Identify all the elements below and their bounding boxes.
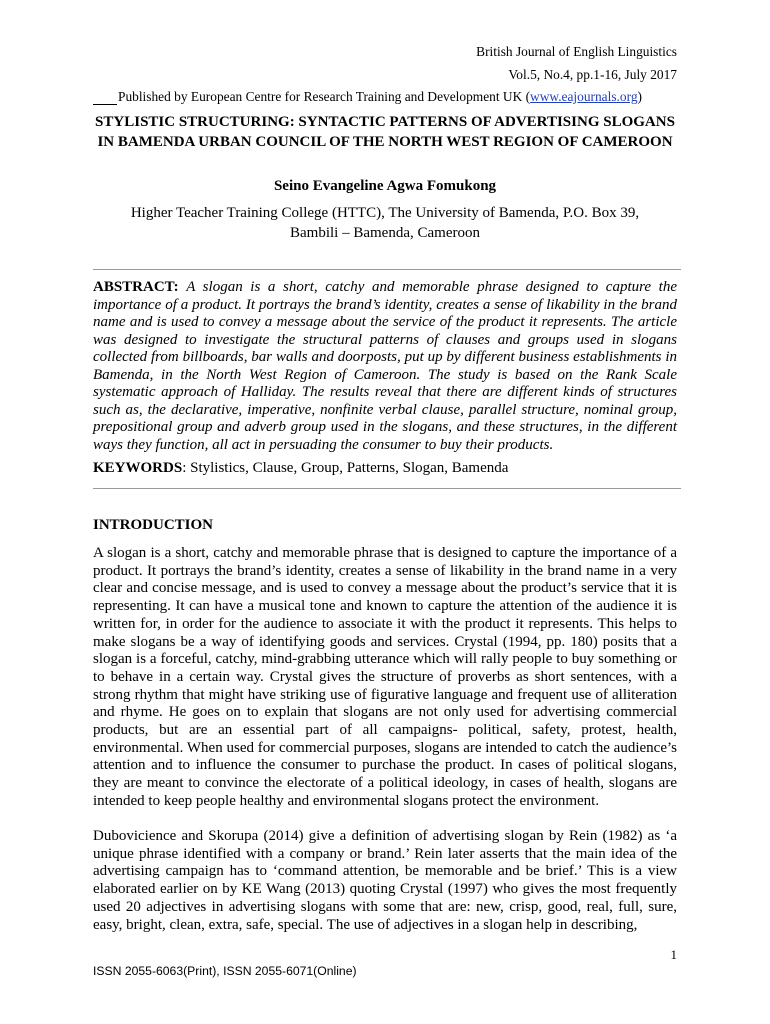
author-name: Seino Evangeline Agwa Fomukong — [273, 178, 497, 194]
keywords-label: KEYWORDS — [93, 460, 183, 476]
introduction-paragraph-1: A slogan is a short, catchy and memorable phrase that is designed to capture the importance of a product. It portrays the brand’s identity, creates a sense of likability in the brand name in a very clear and concise message, and is used to convey a message about the product’s service that it is representing. It can have a musical tone and known to capture the attention of the audience it is written for, in order for the audience to associate it with the product it represents. This helps to make slogans be a way of identifying goods and services. Crystal (1994, pp. 180) posits that a slogan is a forceful, catchy, mind-grabbing utterance which will rally people to buy something or to behave in a certain way. Crystal gives the structure of proverbs as short sentences, with a strong rhythm that might have striking use of figurative language and frequent use of alliteration and rhyme. He goes on to explain that slogans are not only used for advertising commercial products, but are an essential part of all campaigns- political, safety, protest, health, environmental. When used for commercial purposes, slogans are intended to catch the audience’s attention and to influence the consumer to purchase the product. In cases of political slogans, they are meant to convince the electorate of a political ideology, in cases of health, slogans are intended to keep people healthy and environmental slogans protect the environment. — [93, 545, 677, 809]
keywords-text: : Stylistics, Clause, Group, Patterns, Slogan, Bamenda — [182, 460, 509, 476]
abstract — [93, 279, 677, 454]
issn-footer: ISSN 2055-6063(Print), ISSN 2055-6071(Online) — [93, 964, 357, 978]
publisher-prefix: Published by European Centre for Research Training and Development UK ( — [118, 89, 531, 104]
page-number: 1 — [670, 947, 677, 962]
volume-info: Vol.5, No.4, pp.1-16, July 2017 — [508, 67, 677, 82]
introduction-paragraph-2: Dubovicience and Skorupa (2014) give a definition of advertising slogan by Rein (1982) as ‘a unique phrase identified with a company or brand.’ Rein later asserts that the main idea of the advertising campaign has to ‘command attention, be memorable and be brief.’ This is a view elaborated earlier on by KE Wang (2013) quoting Crystal (1997) who gives the most frequently used 20 adjectives in advertising slogans with some that are: new, crisp, good, real, full, sure, easy, bright, clean, extra, safe, special. The use of adjectives in a slogan help in describing, — [93, 828, 677, 933]
introduction-heading: INTRODUCTION — [93, 517, 214, 533]
journal-name: British Journal of English Linguistics — [476, 44, 677, 59]
abstract-label: ABSTRACT: — [93, 279, 179, 295]
author-affiliation — [93, 203, 677, 243]
header-underline — [93, 104, 117, 105]
journal-website-link[interactable]: www.eajournals.org — [530, 89, 638, 104]
publisher-suffix: ) — [637, 89, 642, 104]
publisher-text — [118, 89, 642, 105]
keywords — [93, 459, 677, 477]
article-title: STYLISTIC STRUCTURING: SYNTACTIC PATTERNS OF ADVERTISING SLOGANS IN BAMENDA URBAN COUNCIL OF THE NORTH WEST REGION OF CAMEROON — [95, 114, 675, 150]
affiliation-line-1: Higher Teacher Training College (HTTC), The University of Bamenda, P.O. Box 39, — [130, 205, 640, 221]
abstract-bottom-rule — [93, 488, 681, 489]
abstract-text: A slogan is a short, catchy and memorable phrase designed to capture the importance of a product. It portrays the brand’s identity, creates a sense of likability in the brand name and is used to convey a message about the service of the product it represents. The article was designed to investigate the structural patterns of clauses and groups used in slogans collected from billboards, bar walls and doorposts, put up by different business establishments in Bamenda, in the North West Region of Cameroon. The study is based on the Rank Scale systematic approach of Halliday. The results reveal that there are different kinds of structures such as, the declarative, imperative, nonfinite verbal clause, parallel structure, nominal group, prepositional group and adverb group used in the slogans, and these structures, in the different ways they function, all act in persuading the consumer to buy their products. — [93, 279, 677, 453]
affiliation-line-2: Bambili – Bamenda, Cameroon — [290, 225, 480, 241]
abstract-top-rule — [93, 269, 681, 270]
